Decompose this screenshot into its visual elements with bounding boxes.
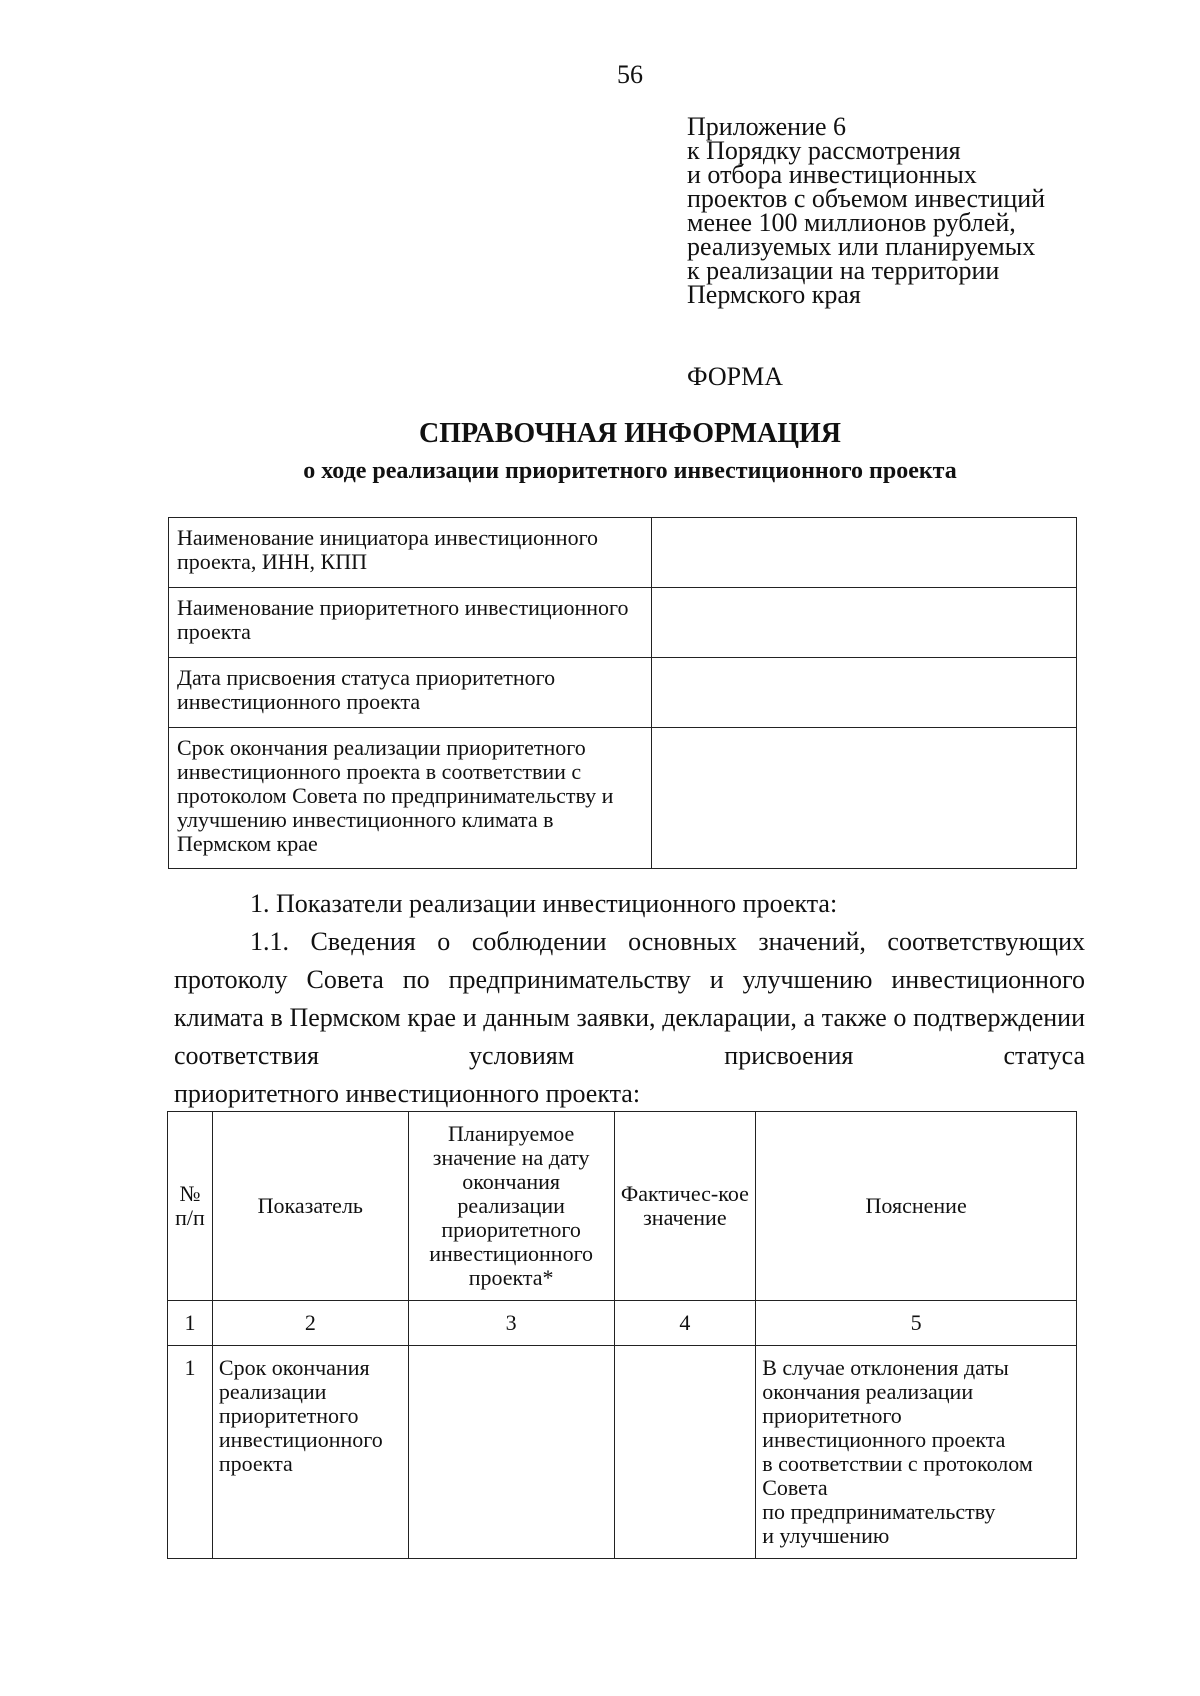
sections-text <box>174 885 1085 1113</box>
info-value-cell[interactable] <box>652 728 1077 869</box>
indicators-header-row <box>168 1112 1077 1301</box>
info-label: Срок окончания реализации приоритетного инвестиционного проекта в соответствии с протоколом Совета по предпринимательству и улучшению инвестиционного климата в Пермском крае <box>169 728 652 869</box>
header-note: Пояснение <box>756 1112 1077 1301</box>
header-planned: Планируемое значение на дату окончания реализации приоритетного инвестиционного проекта* <box>408 1112 614 1301</box>
appendix-line: и отбора инвестиционных <box>687 160 977 189</box>
info-label: Наименование приоритетного инвестиционного проекта <box>169 588 652 658</box>
indicator-line: реализации <box>218 1379 327 1404</box>
project-info-table <box>168 517 1077 869</box>
row-note <box>756 1346 1077 1559</box>
document-title: СПРАВОЧНАЯ ИНФОРМАЦИЯ <box>419 418 841 449</box>
info-value-cell[interactable] <box>652 588 1077 658</box>
row-num: 1 <box>168 1346 213 1559</box>
info-row <box>169 658 1077 728</box>
document-subtitle: о ходе реализации приоритетного инвестиционного проекта <box>303 458 957 484</box>
note-line: и улучшению <box>762 1523 890 1548</box>
info-row <box>169 728 1077 869</box>
table-row <box>168 1346 1077 1559</box>
indicator-line: приоритетного <box>218 1403 359 1428</box>
appendix-line: проектов с объемом инвестиций <box>687 184 1046 213</box>
section-1-heading: 1. Показатели реализации инвестиционного проекта: <box>250 889 838 918</box>
info-label: Наименование инициатора инвестиционного проекта, ИНН, КПП <box>169 518 652 588</box>
note-line: окончания реализации <box>762 1379 974 1404</box>
row-indicator <box>212 1346 408 1559</box>
header-actual: Фактичес-кое значение <box>614 1112 756 1301</box>
appendix-line: реализуемых или планируемых <box>687 232 1036 261</box>
indicator-line: инвестиционного <box>218 1427 383 1452</box>
column-number: 5 <box>756 1301 1077 1346</box>
indicator-line: проекта <box>218 1451 293 1476</box>
info-row <box>169 518 1077 588</box>
page-number: 56 <box>617 60 643 89</box>
note-line: инвестиционного проекта <box>762 1427 1006 1452</box>
appendix-line: менее 100 миллионов рублей, <box>687 208 1016 237</box>
header-indicator: Показатель <box>212 1112 408 1301</box>
indicator-line: Срок окончания <box>218 1355 370 1380</box>
column-number: 3 <box>408 1301 614 1346</box>
info-value-cell[interactable] <box>652 658 1077 728</box>
appendix-line: к Порядку рассмотрения <box>687 136 961 165</box>
row-planned-value[interactable] <box>408 1346 614 1559</box>
column-number: 2 <box>212 1301 408 1346</box>
form-label: ФОРМА <box>687 362 783 391</box>
row-actual-value[interactable] <box>614 1346 756 1559</box>
column-number: 4 <box>614 1301 756 1346</box>
appendix-header <box>687 112 1107 309</box>
info-value-cell[interactable] <box>652 518 1077 588</box>
header-num: № п/п <box>168 1112 213 1301</box>
note-line: Совета <box>762 1475 828 1500</box>
note-line: В случае отклонения даты <box>762 1355 1009 1380</box>
column-number: 1 <box>168 1301 213 1346</box>
info-label: Дата присвоения статуса приоритетного инвестиционного проекта <box>169 658 652 728</box>
section-1-1-paragraph-end: приоритетного инвестиционного проекта: <box>174 1079 641 1108</box>
note-line: приоритетного <box>762 1403 902 1428</box>
appendix-line: к реализации на территории <box>687 256 1000 285</box>
appendix-line: Приложение 6 <box>687 112 847 141</box>
info-row <box>169 588 1077 658</box>
indicators-table <box>167 1111 1077 1559</box>
note-line: по предпринимательству <box>762 1499 996 1524</box>
column-numbers-row <box>168 1301 1077 1346</box>
appendix-line: Пермского края <box>687 280 861 309</box>
section-1-1-paragraph: 1.1. Сведения о соблюдении основных значений, соответствующих протоколу Совета по предпринимательству и улучшению инвестиционного климата в Пермском крае и данным заявки, декларации, а также о подтверждении соответствия условиям присвоения статуса <box>174 927 1085 1070</box>
note-line: в соответствии с протоколом <box>762 1451 1033 1476</box>
